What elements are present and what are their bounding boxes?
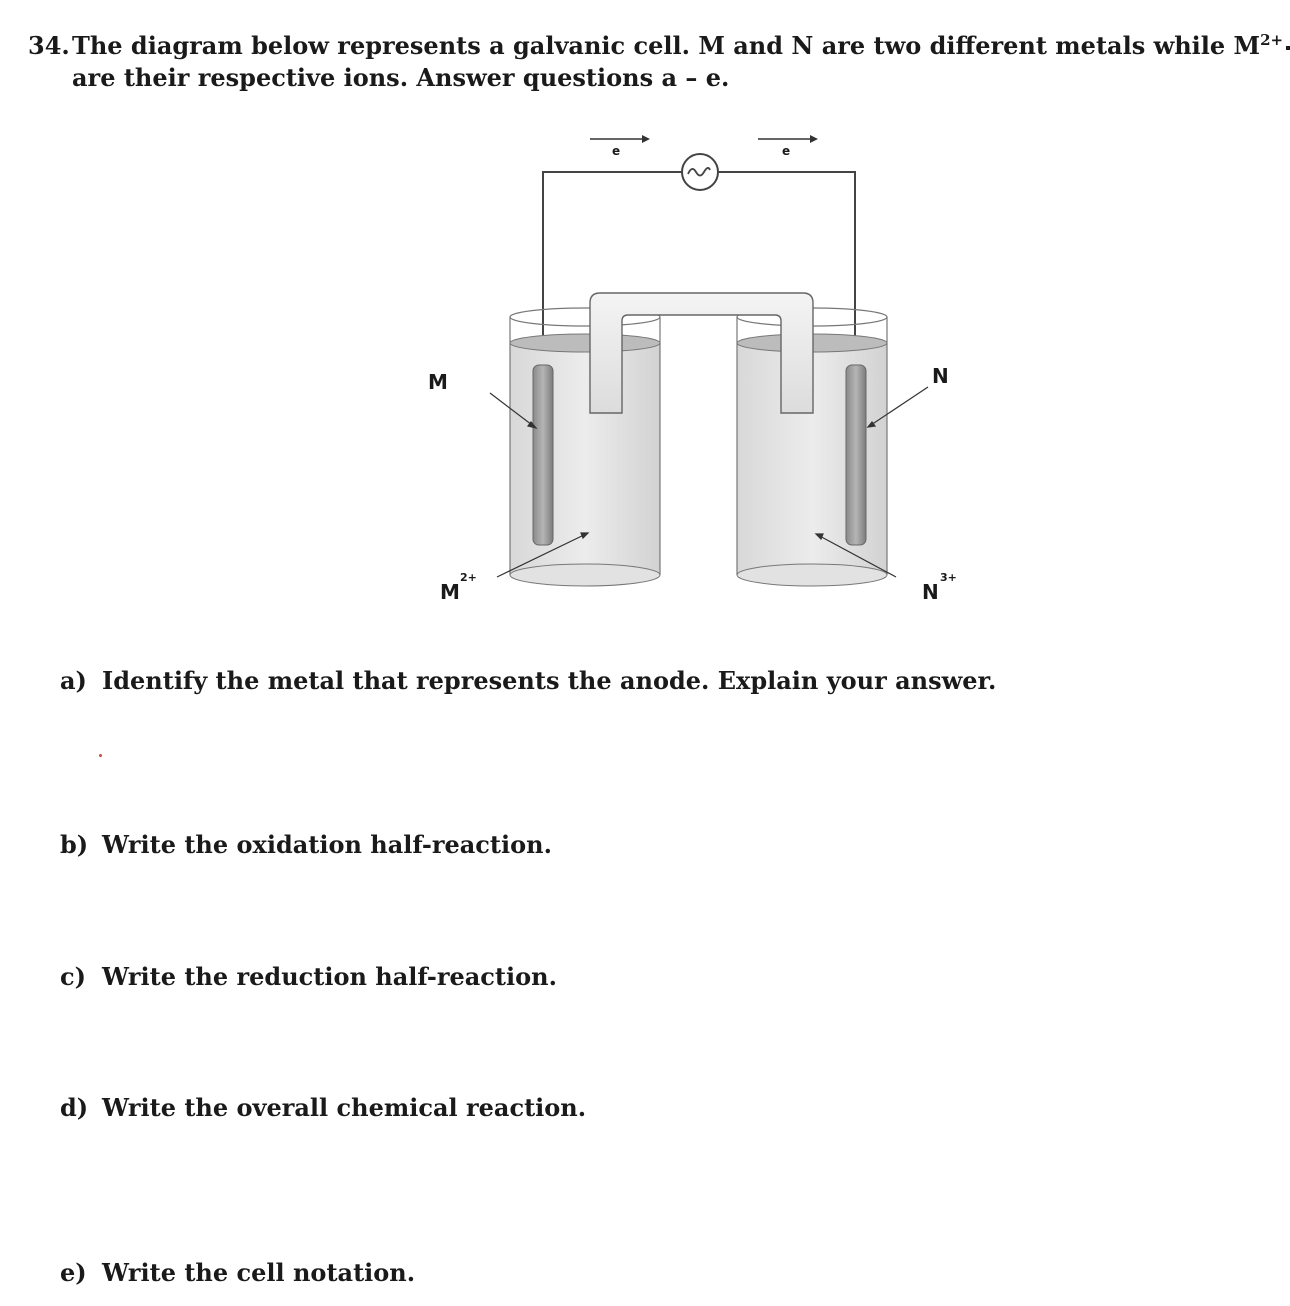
question-number: 34.	[28, 31, 70, 60]
stray-mark	[99, 754, 102, 757]
electron-arrow-left	[590, 135, 650, 158]
part-a: a) Identify the metal that represents the anode. Explain your answer.	[60, 666, 997, 695]
question-line-2: are their respective ions. Answer questions a – e.	[72, 63, 730, 92]
cut-off-mark	[1286, 46, 1290, 50]
label-m: M	[428, 370, 448, 394]
question-line-1: 34.The diagram below represents a galvanic cell. M and N are two different metals while $M^{2+}$	[28, 30, 1144, 62]
part-e: e) Write the cell notation.	[60, 1258, 416, 1287]
electron-arrow-right	[758, 135, 818, 158]
svg-text:M: M	[440, 580, 460, 604]
svg-text:e: e	[612, 144, 621, 158]
svg-text:3+: 3+	[940, 571, 957, 584]
svg-text:2+: 2+	[460, 571, 477, 584]
ion-charge-ref: 2+	[1260, 31, 1284, 49]
svg-text:N: N	[922, 580, 939, 604]
question-range: a – e.	[661, 63, 730, 92]
part-c: c) Write the reduction half-reaction.	[60, 962, 557, 991]
part-b: b) Write the oxidation half-reaction.	[60, 830, 552, 859]
electrode-n	[846, 365, 866, 545]
label-ion-n	[922, 571, 957, 604]
metal-m-ref: M	[698, 31, 725, 60]
galvanometer	[682, 154, 718, 190]
metal-n-ref: N	[791, 31, 814, 60]
label-n: N	[932, 364, 949, 388]
question-header	[28, 30, 1284, 94]
svg-text:e: e	[782, 144, 791, 158]
galvanic-cell-diagram	[410, 125, 1010, 615]
label-ion-m	[440, 571, 477, 604]
part-d: d) Write the overall chemical reaction.	[60, 1093, 587, 1122]
electrode-m	[533, 365, 553, 545]
